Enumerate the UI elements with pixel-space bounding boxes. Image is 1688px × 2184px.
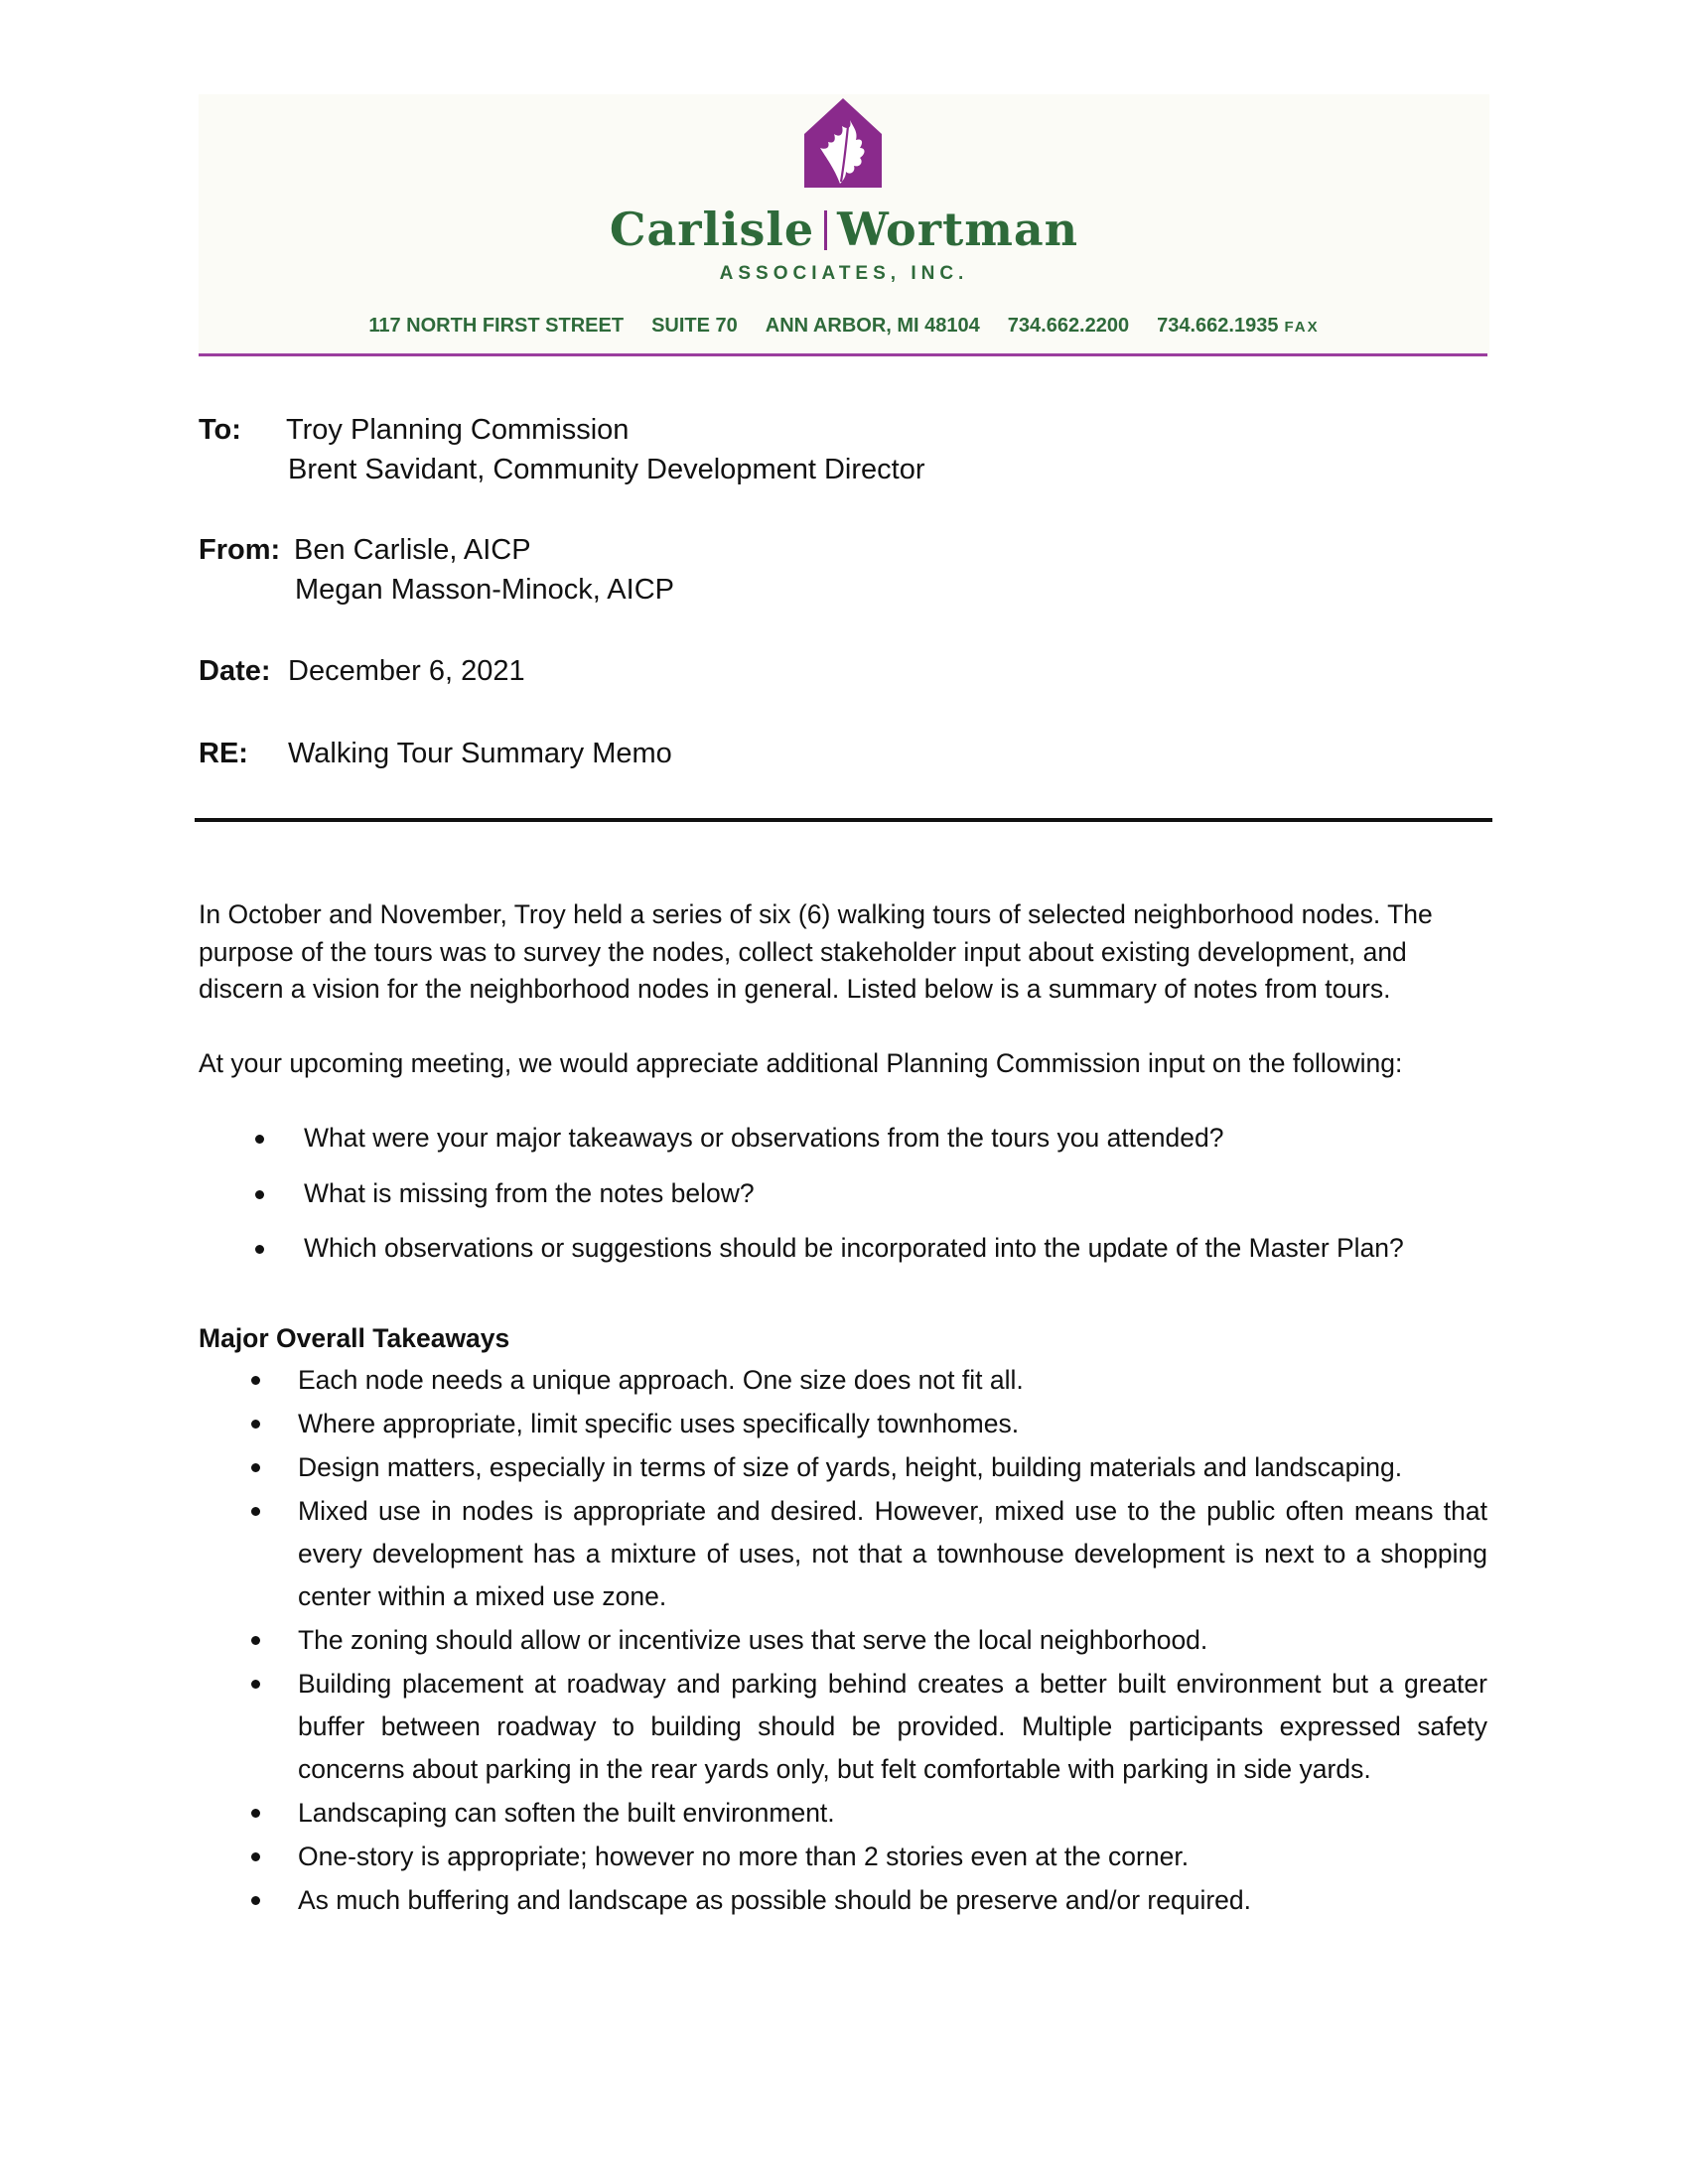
question-list [199, 1120, 1489, 1286]
date-label: Date: [199, 655, 271, 687]
takeaways-list [199, 1359, 1487, 1923]
suite: SUITE 70 [651, 315, 738, 337]
date-value: December 6, 2021 [288, 655, 525, 687]
phone-number: 734.662.2200 [1007, 315, 1130, 337]
takeaway-text: Landscaping can soften the built environment. [298, 1798, 835, 1828]
from-sender-2: Megan Masson-Minock, AICP [295, 574, 674, 606]
bullet-icon [255, 1245, 264, 1254]
bullet-icon [251, 1507, 260, 1516]
bullet-icon [251, 1420, 260, 1429]
bullet-icon [251, 1680, 260, 1689]
to-recipient-1: Troy Planning Commission [286, 414, 630, 446]
list-item [199, 1230, 1489, 1286]
street-address: 117 NORTH FIRST STREET [368, 315, 625, 337]
date-field [199, 651, 1192, 691]
bullet-icon [251, 1896, 260, 1905]
list-item [199, 1359, 1487, 1402]
list-item [199, 1836, 1487, 1878]
question-text: What is missing from the notes below? [304, 1177, 755, 1208]
list-item [199, 1663, 1487, 1791]
takeaway-text: Building placement at roadway and parking behind creates a better built environment but a greater buffer between roadway to building should be provided. Multiple participants expressed safety concerns about parking in the rear yards only, but felt comfortable with parking in side yards. [298, 1669, 1487, 1784]
to-label: To: [199, 414, 241, 446]
list-item [199, 1446, 1487, 1489]
header-divider [195, 818, 1492, 822]
from-field [199, 530, 1192, 610]
company-name-separator [824, 210, 827, 250]
takeaway-text: Where appropriate, limit specific uses specifically townhomes. [298, 1409, 1020, 1438]
takeaway-text: Each node needs a unique approach. One size does not fit all. [298, 1365, 1024, 1395]
takeaway-text: Design matters, especially in terms of size of yards, height, building materials and landscaping. [298, 1452, 1403, 1482]
company-name [199, 204, 1489, 255]
re-value: Walking Tour Summary Memo [288, 738, 672, 769]
list-item [199, 1490, 1487, 1618]
letterhead [199, 94, 1489, 357]
fax-label: FAX [1284, 319, 1320, 336]
list-item [199, 1792, 1487, 1835]
re-label: RE: [199, 738, 248, 769]
section-heading: Major Overall Takeaways [199, 1323, 510, 1353]
intro-paragraph: In October and November, Troy held a series of six (6) walking tours of selected neighborhood nodes. The purpose of the tours was to survey the nodes, collect stakeholder input about existing development, and discern a vision for the neighborhood nodes in general. Listed below is a summary of notes from tours. [199, 899, 1433, 1004]
company-name-second: Wortman [837, 203, 1079, 256]
re-field [199, 734, 1192, 773]
letterhead-divider [199, 353, 1487, 356]
bullet-icon [255, 1135, 264, 1144]
question-text: What were your major takeaways or observations from the tours you attended? [304, 1123, 1224, 1153]
list-item [199, 1120, 1489, 1175]
from-label: From: [199, 534, 281, 566]
bullet-icon [251, 1636, 260, 1645]
takeaway-text: Mixed use in nodes is appropriate and desired. However, mixed use to the public often means that every development has a mixture of uses, not that a townhouse development is next to a shopping center within a mixed use zone. [298, 1496, 1487, 1611]
bullet-icon [251, 1376, 260, 1385]
company-subtitle: ASSOCIATES, INC. [719, 263, 969, 284]
to-recipient-2: Brent Savidant, Community Development Director [288, 454, 925, 485]
bullet-icon [251, 1809, 260, 1818]
question-text: Which observations or suggestions should be incorporated into the update of the Master Plan? [304, 1233, 1404, 1263]
takeaway-text: One-story is appropriate; however no more than 2 stories even at the corner. [298, 1842, 1190, 1871]
takeaway-text: As much buffering and landscape as possible should be preserve and/or required. [298, 1885, 1252, 1915]
fax-number: 734.662.1935 [1157, 315, 1279, 337]
request-paragraph: At your upcoming meeting, we would appreciate additional Planning Commission input on the following: [199, 1048, 1403, 1078]
list-item [199, 1619, 1487, 1662]
bullet-icon [251, 1852, 260, 1861]
list-item [199, 1879, 1487, 1922]
list-item [199, 1403, 1487, 1445]
to-field [199, 410, 1192, 489]
from-sender-1: Ben Carlisle, AICP [294, 534, 531, 566]
city-state-zip: ANN ARBOR, MI 48104 [765, 315, 980, 337]
bullet-icon [251, 1463, 260, 1472]
bullet-icon [255, 1190, 264, 1199]
company-address [199, 315, 1489, 338]
list-item [199, 1175, 1489, 1231]
leaf-house-icon [804, 98, 882, 188]
takeaway-text: The zoning should allow or incentivize uses that serve the local neighborhood. [298, 1625, 1208, 1655]
company-name-first: Carlisle [609, 203, 815, 256]
